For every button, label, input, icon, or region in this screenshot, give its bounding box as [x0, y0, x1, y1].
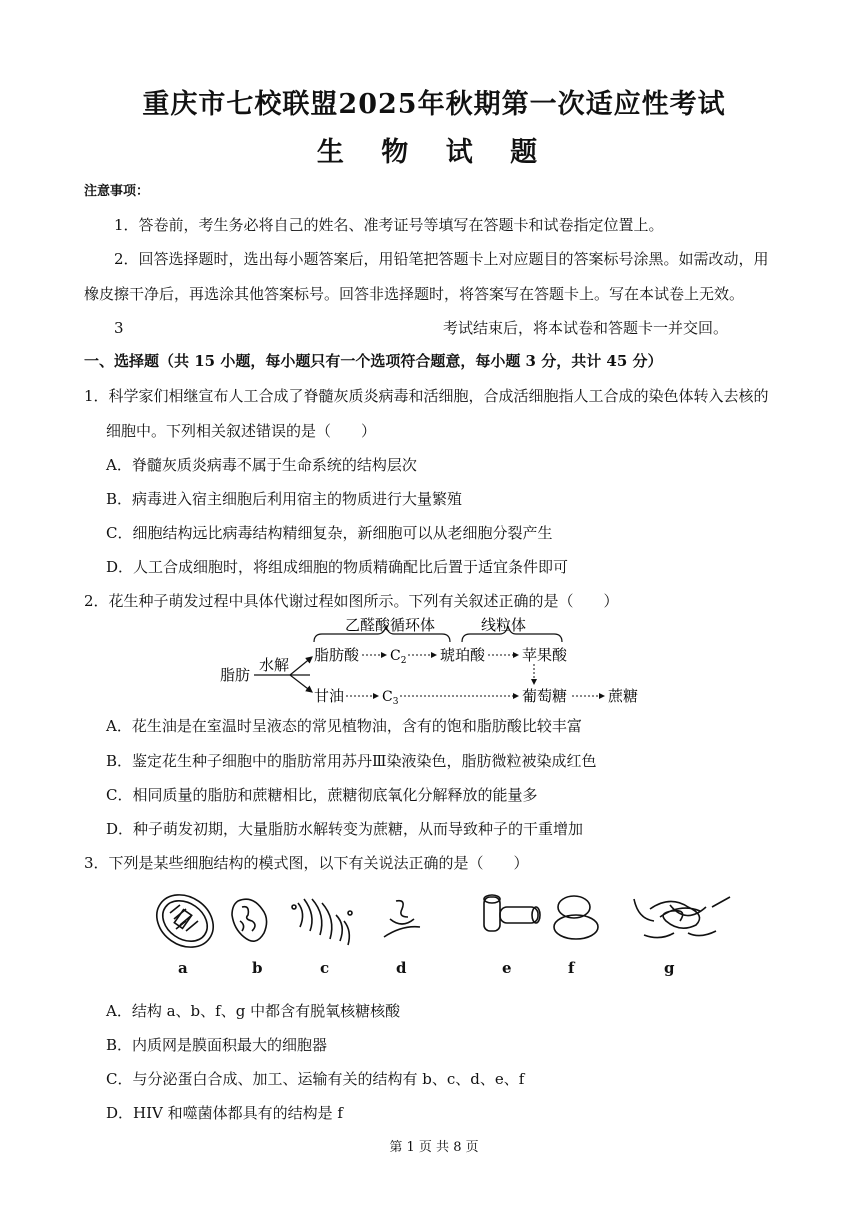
mitochondria-label: 线粒体 — [481, 616, 527, 634]
label-d: d — [396, 959, 407, 977]
notice-item-1: 1．答卷前，考生务必将自己的姓名、准考证号等填写在答题卡和试卷指定位置上。 — [114, 216, 664, 234]
glycerol-label: 甘油 — [314, 687, 345, 705]
malate-label: 苹果酸 — [522, 646, 568, 664]
label-c: c — [320, 959, 330, 977]
hydrolysis-label: 水解 — [259, 656, 290, 674]
q2-metabolism-diagram — [210, 612, 650, 712]
q1-option-b: B．病毒进入宿主细胞后利用宿主的物质进行大量繁殖 — [106, 490, 463, 508]
centriole-drawing — [484, 895, 540, 931]
q1-option-d: D．人工合成细胞时，将组成细胞的物质精确配比后置于适宜条件即可 — [106, 558, 569, 576]
q3-organelle-figure — [140, 885, 740, 985]
succinate-label: 琥珀酸 — [440, 646, 486, 664]
label-a: a — [178, 959, 188, 977]
label-f: f — [568, 959, 575, 977]
endoplasmic-reticulum-drawing — [384, 901, 420, 937]
fat-label: 脂肪 — [220, 666, 251, 684]
q2-option-b: B．鉴定花生种子细胞中的脂肪常用苏丹Ⅲ染液染色，脂肪微粒被染成红色 — [106, 752, 597, 770]
q1-stem-line-1: 1．科学家们相继宣布人工合成了脊髓灰质炎病毒和活细胞，合成活细胞指人工合成的染色体转入去核的 — [84, 387, 769, 405]
notice-item-2-line-2: 橡皮擦干净后，再选涂其他答案标号。回答非选择题时，将答案写在答题卡上。写在本试卷上无效。 — [84, 285, 745, 303]
q3-option-d: D．HIV 和噬菌体都具有的结构是 f — [106, 1104, 343, 1122]
nucleus-drawing — [634, 897, 730, 938]
notice-item-3-text: 考试结束后，将本试卷和答题卡一并交回。 — [443, 319, 729, 337]
label-b: b — [252, 959, 263, 977]
label-e: e — [502, 959, 512, 977]
q2-option-c: C．相同质量的脂肪和蔗糖相比，蔗糖彻底氧化分解释放的能量多 — [106, 786, 538, 804]
fatty-acid-label: 脂肪酸 — [314, 646, 360, 664]
q3-stem: 3．下列是某些细胞结构的模式图，以下有关说法正确的是（ ） — [84, 854, 529, 872]
sucrose-label: 蔗糖 — [608, 687, 639, 705]
notice-item-3-number: 3 — [114, 319, 124, 337]
q3-option-b: B．内质网是膜面积最大的细胞器 — [106, 1036, 328, 1054]
q1-option-c: C．细胞结构远比病毒结构精细复杂，新细胞可以从老细胞分裂产生 — [106, 524, 553, 542]
q2-option-a: A．花生油是在室温时呈液态的常见植物油，含有的饱和脂肪酸比较丰富 — [106, 717, 582, 735]
notice-item-2-line-1: 2．回答选择题时，选出每小题答案后，用铅笔把答题卡上对应题目的答案标号涂黑。如需改动，用 — [114, 250, 769, 268]
q2-option-d: D．种子萌发初期，大量脂肪水解转变为蔗糖，从而导致种子的干重增加 — [106, 820, 584, 838]
c3-label: $C_3$ — [382, 689, 399, 707]
ribosome-drawing — [554, 896, 598, 939]
label-g: g — [664, 959, 675, 977]
glucose-label: 葡萄糖 — [522, 687, 568, 705]
page-footer: 第 1 页 共 8 页 — [389, 1140, 479, 1155]
q3-option-a: A．结构 a、b、f、g 中都含有脱氧核糖核酸 — [106, 1002, 401, 1020]
golgi-drawing — [292, 899, 352, 945]
q1-stem-line-2: 细胞中。下列相关叙述错误的是（ ） — [106, 422, 377, 440]
q1-option-a: A．脊髓灰质炎病毒不属于生命系统的结构层次 — [106, 456, 417, 474]
chloroplast-drawing — [147, 885, 224, 958]
exam-title: 重庆市七校联盟2025年秋期第一次适应性考试 — [142, 89, 726, 120]
notice-heading: 注意事项： — [84, 184, 150, 199]
q3-option-c: C．与分泌蛋白合成、加工、运输有关的结构有 b、c、d、e、f — [106, 1070, 525, 1088]
subject-title: 生 物 试 题 — [316, 137, 552, 168]
glyoxysome-label: 乙醛酸循环体 — [345, 616, 436, 634]
q2-stem: 2．花生种子萌发过程中具体代谢过程如图所示。下列有关叙述正确的是（ ） — [84, 592, 619, 610]
c2-label: $C_2$ — [390, 648, 407, 666]
section-1-heading: 一、选择题（共 15 小题，每小题只有一个选项符合题意，每小题 3 分，共计 45 分） — [84, 352, 663, 370]
mitochondrion-drawing — [232, 899, 267, 941]
